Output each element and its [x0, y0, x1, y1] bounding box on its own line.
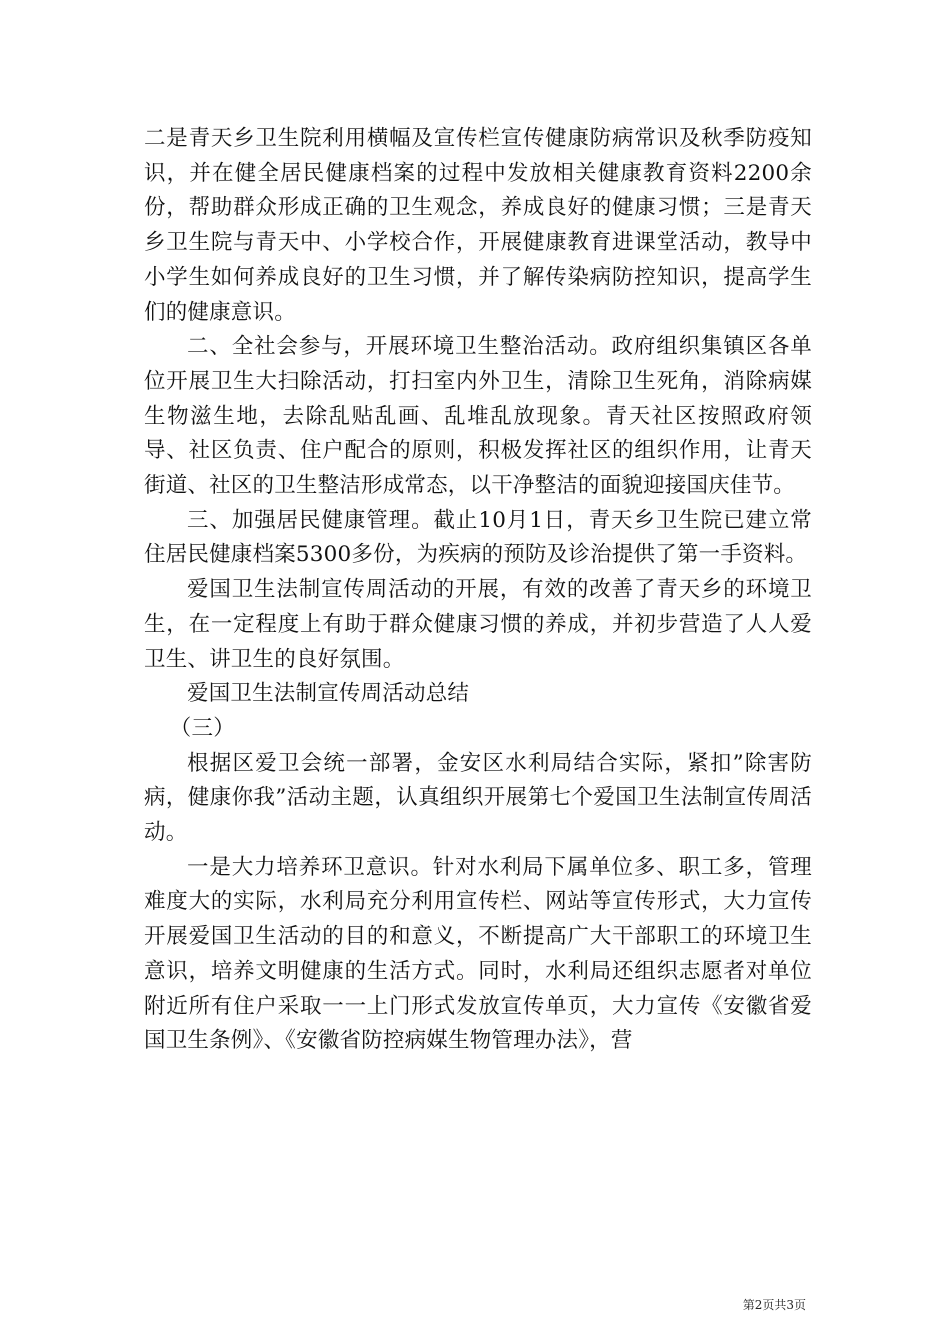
paragraph-section-three: 三、加强居民健康管理。截止10月1日，青天乡卫生院已建立常住居民健康档案5300多份，为疾病的预防及诊治提供了第一手资料。: [144, 507, 812, 568]
section-title: 爱国卫生法制宣传周活动总结: [187, 681, 470, 707]
paragraph-continued: 二是青天乡卫生院利用横幅及宣传栏宣传健康防病常识及秋季防疫知识，并在健全居民健康档案的过程中发放相关健康教育资料2200余份，帮助群众形成正确的卫生观念，养成良好的健康习惯；三是青天乡卫生院与青天中、小学校合作，开展健康教育进课堂活动，教导中小学生如何养成良好的卫生习惯，并了解传染病防控知识，提高学生们的健康意识。: [144, 126, 812, 325]
paragraph-section-two: 二、全社会参与，开展环境卫生整治活动。政府组织集镇区各单位开展卫生大扫除活动，打扫室内外卫生，清除卫生死角，消除病媒生物滋生地，去除乱贴乱画、乱堆乱放现象。青天社区按照政府领导、社区负责、住户配合的原则，积极发挥社区的组织作用，让青天街道、社区的卫生整洁形成常态，以干净整洁的面貌迎接国庆佳节。: [144, 334, 812, 499]
paragraph-intro: 根据区爱卫会统一部署，金安区水利局结合实际，紧扣”除害防病，健康你我”活动主题，认真组织开展第七个爱国卫生法制宣传周活动。: [144, 750, 812, 846]
page-number: 第2页共3页: [742, 1298, 806, 1312]
document-body: [144, 122, 812, 1059]
paragraph-item-one: 一是大力培养环卫意识。针对水利局下属单位多、职工多，管理难度大的实际，水利局充分利用宣传栏、网站等宣传形式，大力宣传开展爱国卫生活动的目的和意义，不断提高广大干部职工的环境卫生意识，培养文明健康的生活方式。同时，水利局还组织志愿者对单位附近所有住户采取一一上门形式发放宣传单页，大力宣传《安徽省爱国卫生条例》、《安徽省防控病媒生物管理办法》，营: [144, 854, 812, 1054]
section-number: （三）: [169, 715, 235, 741]
paragraph-conclusion: 爱国卫生法制宣传周活动的开展，有效的改善了青天乡的环境卫生，在一定程度上有助于群众健康习惯的养成，并初步营造了人人爱卫生、讲卫生的良好氛围。: [144, 577, 812, 672]
